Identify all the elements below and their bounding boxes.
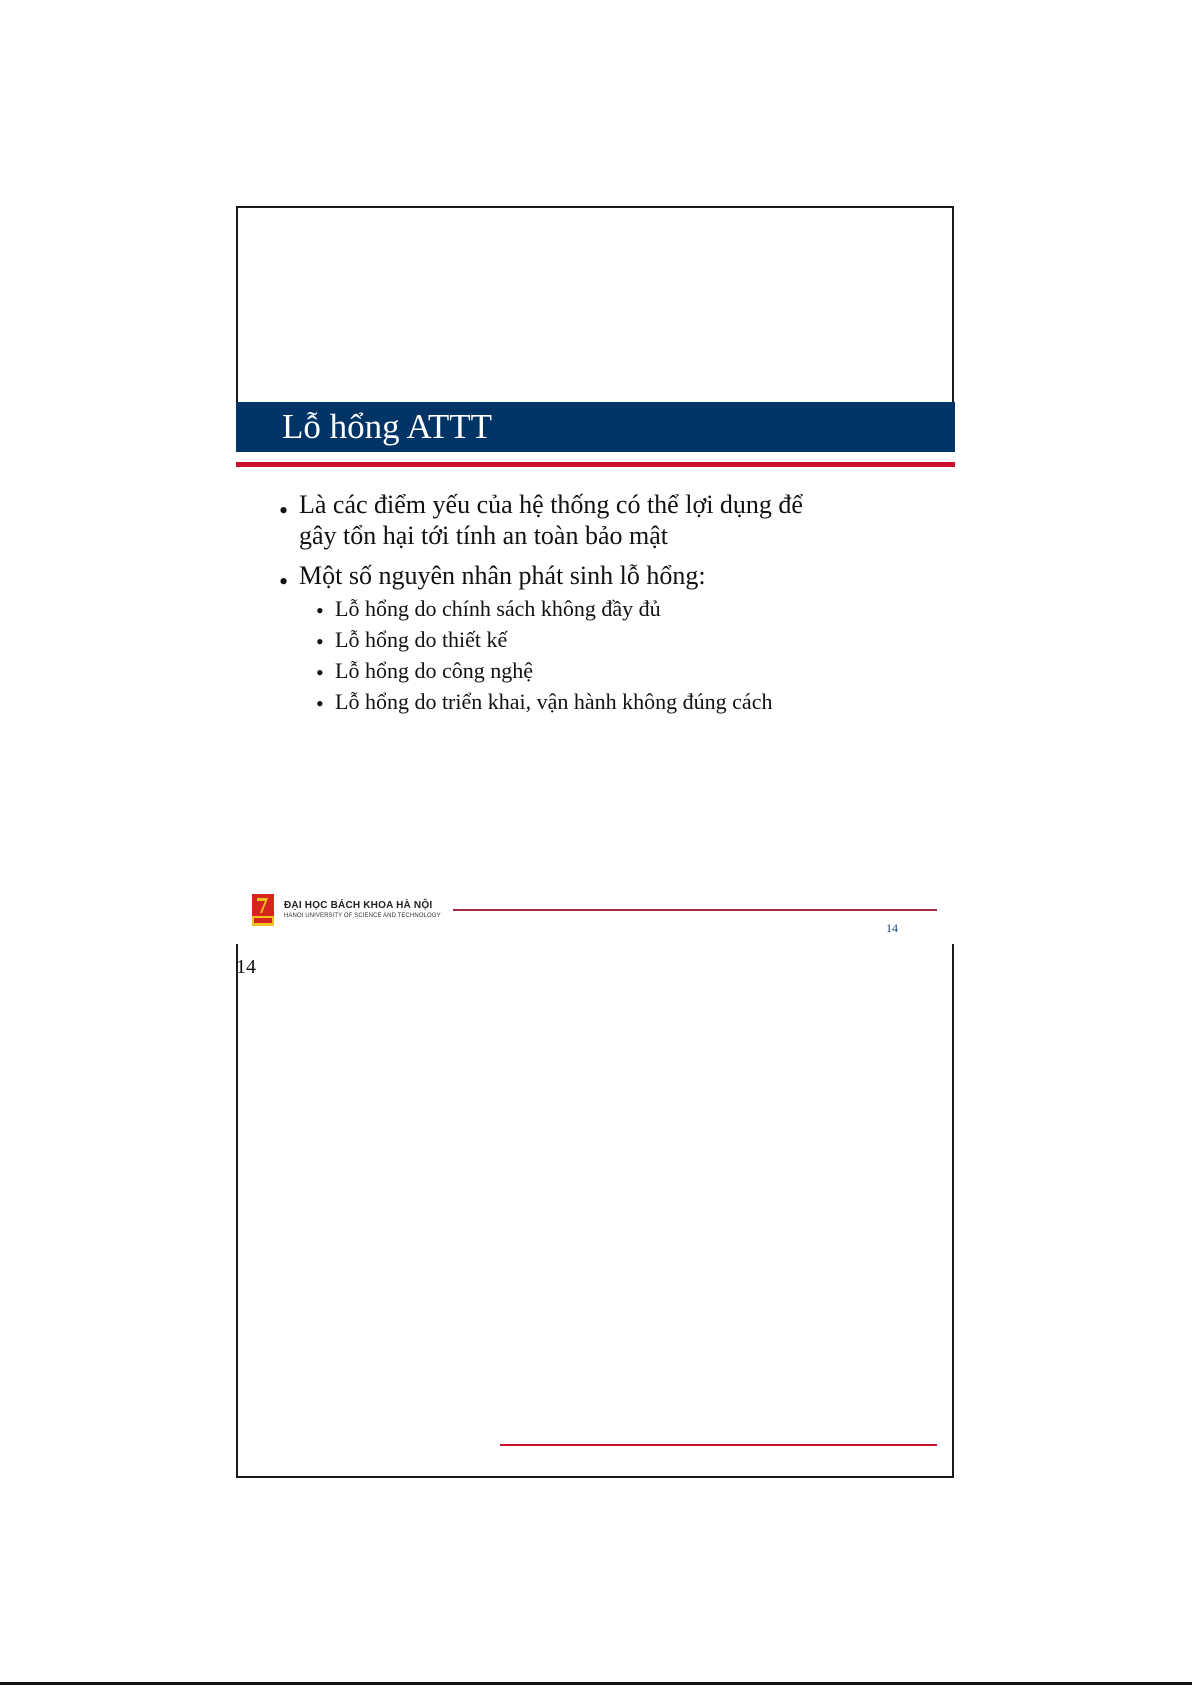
sub-bullet-dot: • xyxy=(316,629,324,654)
university-name-en: HANOI UNIVERSITY OF SCIENCE AND TECHNOLOGY xyxy=(284,913,441,919)
slide-number: 14 xyxy=(886,921,898,935)
sub-bullet-1: Lỗ hổng do chính sách không đầy đủ xyxy=(335,596,661,621)
bullet-1-line-1: Là các điểm yếu của hệ thống có thể lợi dụng để xyxy=(299,490,803,519)
notes-frame xyxy=(236,944,954,1478)
notes-rule xyxy=(500,1444,937,1446)
slide-title: Lỗ hổng ATTT xyxy=(282,407,492,446)
bullet-2-line-1: Một số nguyên nhân phát sinh lỗ hổng: xyxy=(299,561,706,590)
bullet-dot: • xyxy=(279,496,289,525)
bullet-dot: • xyxy=(279,567,289,596)
title-underline xyxy=(236,462,955,467)
sub-bullet-dot: • xyxy=(316,598,324,623)
sub-bullet-dot: • xyxy=(316,660,324,685)
sub-bullet-dot: • xyxy=(316,691,324,716)
page-number: 14 xyxy=(236,956,256,978)
sub-bullet-4: Lỗ hổng do triển khai, vận hành không đúng cách xyxy=(335,689,773,714)
sub-bullet-3: Lỗ hổng do công nghệ xyxy=(335,658,533,683)
sub-bullet-2: Lỗ hổng do thiết kế xyxy=(335,627,508,652)
university-name-vn: ĐẠI HỌC BÁCH KHOA HÀ NỘI xyxy=(284,900,433,911)
bullet-1-line-2: gây tổn hại tới tính an toàn bảo mật xyxy=(299,521,669,550)
footer-rule xyxy=(453,909,937,911)
university-logo-icon xyxy=(252,894,274,926)
